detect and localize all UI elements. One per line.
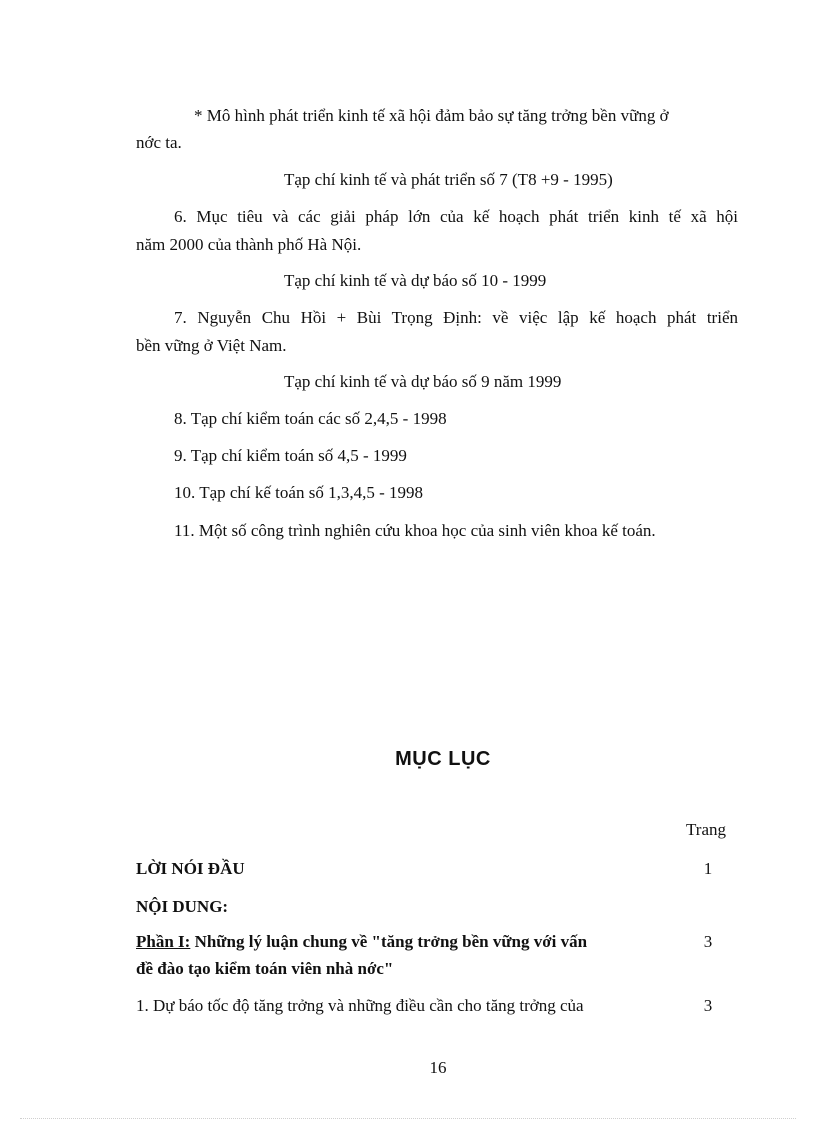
toc-entry-section1-page: 3 (703, 996, 713, 1015)
page-number: 16 (429, 1058, 447, 1077)
reference-source-3: Tạp chí kinh tế và dự báo số 9 năm 1999 (284, 372, 562, 391)
toc-entry-part1-title: Những lý luận chung về "tăng trởng bền vững với vấn (190, 932, 588, 951)
reference-item6-line2: năm 2000 của thành phố Hà Nội. (136, 235, 362, 254)
toc-page-column-label: Trang (686, 820, 726, 839)
toc-entry-part1-prefix: Phần I: (136, 932, 191, 951)
toc-entry-part1-line1 (136, 932, 587, 952)
reference-item9: 9. Tạp chí kiểm toán số 4,5 - 1999 (174, 446, 407, 465)
toc-entry-preface-page: 1 (703, 859, 713, 878)
reference-model-line1: * Mô hình phát triển kinh tế xã hội đảm bảo sự tăng trởng bền vững ở (194, 106, 669, 125)
toc-heading: MỤC LỤC (395, 748, 491, 770)
reference-item8: 8. Tạp chí kiểm toán các số 2,4,5 - 1998 (174, 409, 447, 428)
reference-item11: 11. Một số công trình nghiên cứu khoa học của sinh viên khoa kế toán. (174, 521, 656, 540)
toc-entry-part1-line2: đề đào tạo kiểm toán viên nhà nớc" (136, 959, 394, 978)
toc-entry-preface: LỜI NÓI ĐẦU (136, 859, 245, 878)
reference-source-2: Tạp chí kinh tế và dự báo số 10 - 1999 (284, 271, 547, 290)
toc-entry-section1: 1. Dự báo tốc độ tăng trởng và những điều cần cho tăng trởng của (136, 996, 584, 1015)
reference-item7-line1: 7. Nguyễn Chu Hồi + Bùi Trọng Định: về việc lập kế hoạch phát triển (174, 308, 738, 327)
reference-item7-line2: bền vững ở Việt Nam. (136, 336, 287, 355)
reference-source-1: Tạp chí kinh tế và phát triển số 7 (T8 +9 - 1995) (284, 170, 613, 189)
toc-entry-content: NỘI DUNG: (136, 897, 229, 916)
toc-entry-part1-page: 3 (703, 932, 713, 951)
page-bottom-border (20, 1118, 796, 1119)
reference-item6-line1: 6. Mục tiêu và các giải pháp lớn của kế hoạch phát triển kinh tế xã hội (174, 207, 738, 226)
reference-model-line2: nớc ta. (136, 133, 182, 152)
reference-item10: 10. Tạp chí kế toán số 1,3,4,5 - 1998 (174, 483, 423, 502)
